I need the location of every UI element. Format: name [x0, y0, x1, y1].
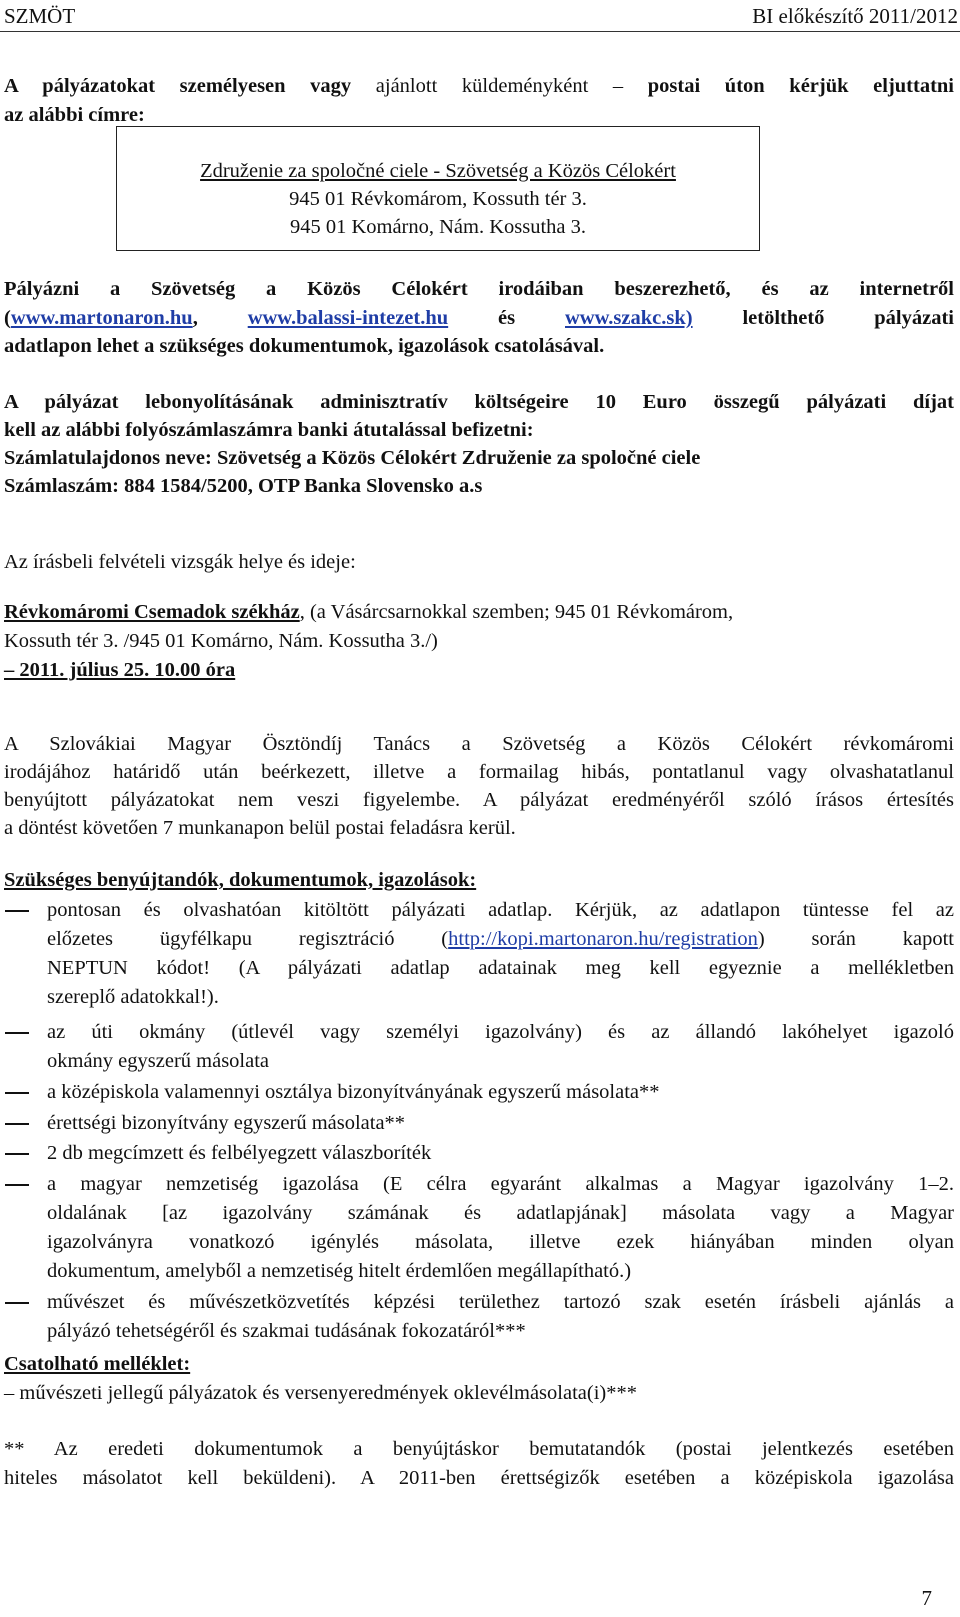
required-item-1-line-2	[47, 925, 954, 954]
link-martonaron[interactable]: www.martonaron.hu	[10, 307, 193, 329]
apply-line-3: adatlapon lehet a szükséges dokumentumok, igazolások csatolásával.	[4, 335, 605, 357]
link-registration[interactable]: http://kopi.martonaron.hu/registration	[448, 928, 758, 950]
required-item-4-text: érettségi bizonyítvány egyszerű másolata**	[47, 1112, 406, 1134]
required-item-2-line-2: okmány egyszerű másolata	[47, 1050, 270, 1072]
intro-normal-1: ajánlott küldeményként	[351, 75, 613, 97]
intro-bold-1: A pályázatokat személyesen vagy	[4, 75, 352, 97]
exam-place-line-1	[4, 598, 954, 627]
intro-line-1	[4, 72, 954, 101]
apply-and: és	[448, 307, 565, 329]
page-number: 7	[921, 1586, 932, 1610]
fee-line-4: Számlaszám: 884 1584/5200, OTP Banka Slovensko a.s	[4, 475, 483, 497]
required-item-3-text: a középiskola valamennyi osztálya bizonyítványának egyszerű másolata**	[47, 1081, 660, 1103]
apply-open-paren: (	[4, 307, 11, 329]
exam-place-rest: , (a Vásárcsarnokkal szemben; 945 01 Révkomárom,	[299, 601, 734, 623]
required-item-6-line-4: dokumentum, amelyből a nemzetiség hitelt érdemlően megállapítható.)	[47, 1260, 632, 1282]
apply-line-2	[4, 304, 954, 333]
notice-line-3: benyújtott pályázatokat nem veszi figyelembe. A pályázat eredményéről szóló írásos értesítés	[4, 789, 954, 811]
link-balassi[interactable]: www.balassi-intezet.hu	[247, 307, 449, 329]
header-left-text: SZMÖT	[4, 4, 76, 28]
attach-heading: Csatolható melléklet:	[4, 1353, 191, 1375]
required-item-1-text-b2: ) során kapott	[757, 928, 954, 950]
address-line-2: 945 01 Komárno, Nám. Kossutha 3.	[289, 216, 587, 238]
address-name: Združenie za spoločné ciele - Szövetség a Közös Célokért	[200, 160, 676, 182]
required-item-2	[4, 1018, 954, 1076]
required-item-7	[4, 1288, 954, 1346]
fee-line-1: A pályázat lebonyolításának adminisztratív költségeire 10 Euro összegű pályázati díjat	[4, 391, 954, 413]
required-list	[4, 896, 954, 1346]
fee-line-2: kell az alábbi folyószámlaszámra banki átutalással befizetni:	[4, 419, 534, 441]
page-header	[0, 0, 960, 32]
intro-dash: –	[612, 75, 624, 97]
required-item-2-line-1: az úti okmány (útlevél vagy személyi igazolvány) és az állandó lakóhelyet igazoló	[47, 1021, 954, 1043]
required-item-6	[4, 1170, 954, 1286]
apply-comma: ,	[192, 307, 198, 329]
notice-line-1: A Szlovákiai Magyar Ösztöndíj Tanács a Szövetség a Közös Célokért révkomáromi	[4, 733, 954, 755]
required-item-1	[4, 896, 954, 1012]
notice-line-2: irodájához határidő után beérkezett, illetve a formailag hibás, pontatlanul vagy olvashatatlanul	[4, 761, 954, 783]
required-item-1-line-4: szereplő adatokkal!).	[47, 986, 219, 1008]
required-item-1-text-b1: előzetes ügyfélkapu regisztráció (	[47, 928, 449, 950]
intro-bold-2: postai úton kérjük eljuttatni	[623, 75, 955, 97]
required-item-6-line-3: igazolványra vonatkozó igénylés másolata, illetve ezek hiányában minden olyan	[47, 1231, 954, 1253]
link-szakc[interactable]: www.szakc.sk)	[565, 307, 693, 329]
required-item-1-line-3: NEPTUN kódot! (A pályázati adatlap adatainak meg kell egyeznie a mellékletben	[47, 957, 954, 979]
required-item-6-line-1: a magyar nemzetiség igazolása (E célra egyaránt alkalmas a Magyar igazolvány 1–2.	[47, 1173, 954, 1195]
notice-line-4: a döntést követően 7 munkanapon belül postai feladásra kerül.	[4, 817, 516, 839]
attach-item: – művészeti jellegű pályázatok és versenyeredmények oklevélmásolata(i)***	[4, 1382, 637, 1404]
required-item-7-line-2: pályázó tehetségéről és szakmai tudásának fokozatáról***	[47, 1320, 526, 1342]
address-box	[116, 126, 760, 251]
footnote-line-1: ** Az eredeti dokumentumok a benyújtáskor bemutatandók (postai jelentkezés esetében	[4, 1438, 954, 1460]
required-item-1-line-1: pontosan és olvashatóan kitöltött pályázati adatlap. Kérjük, az adatlapon tüntesse fel az	[47, 899, 954, 921]
required-item-4	[4, 1109, 954, 1138]
apply-text-b: letölthető pályázati	[692, 307, 955, 329]
fee-line-3: Számlatulajdonos neve: Szövetség a Közös Célokért Združenie za spoločné ciele	[4, 447, 701, 469]
required-item-3	[4, 1078, 954, 1107]
required-item-7-line-1: művészet és művészetközvetítés képzési területhez tartozó szak esetén írásbeli ajánlás a	[47, 1291, 954, 1313]
intro-line-2: az alábbi címre:	[4, 104, 145, 126]
required-item-5-text: 2 db megcímzett és felbélyegzett válaszboríték	[47, 1142, 432, 1164]
apply-line-1: Pályázni a Szövetség a Közös Célokért irodáiban beszerezhető, és az internetről	[4, 278, 954, 300]
address-line-1: 945 01 Révkomárom, Kossuth tér 3.	[289, 188, 587, 210]
required-item-5	[4, 1139, 954, 1168]
exam-heading: Az írásbeli felvételi vizsgák helye és ideje:	[4, 551, 356, 573]
header-right-text: BI előkészítő 2011/2012	[752, 4, 958, 28]
required-heading: Szükséges benyújtandók, dokumentumok, igazolások:	[4, 869, 477, 891]
footnote-line-2: hiteles másolatot kell beküldeni). A 2011-ben érettségizők esetében a középiskola igazolása	[4, 1467, 954, 1489]
required-item-6-line-2: oldalának [az igazolvány számának és adatlapjának] másolata vagy a Magyar	[47, 1202, 954, 1224]
exam-date: – 2011. július 25. 10.00 óra	[4, 659, 236, 681]
exam-place-bold: Révkomáromi Csemadok székház	[4, 601, 300, 623]
exam-place-line-2: Kossuth tér 3. /945 01 Komárno, Nám. Kossutha 3./)	[4, 630, 438, 652]
